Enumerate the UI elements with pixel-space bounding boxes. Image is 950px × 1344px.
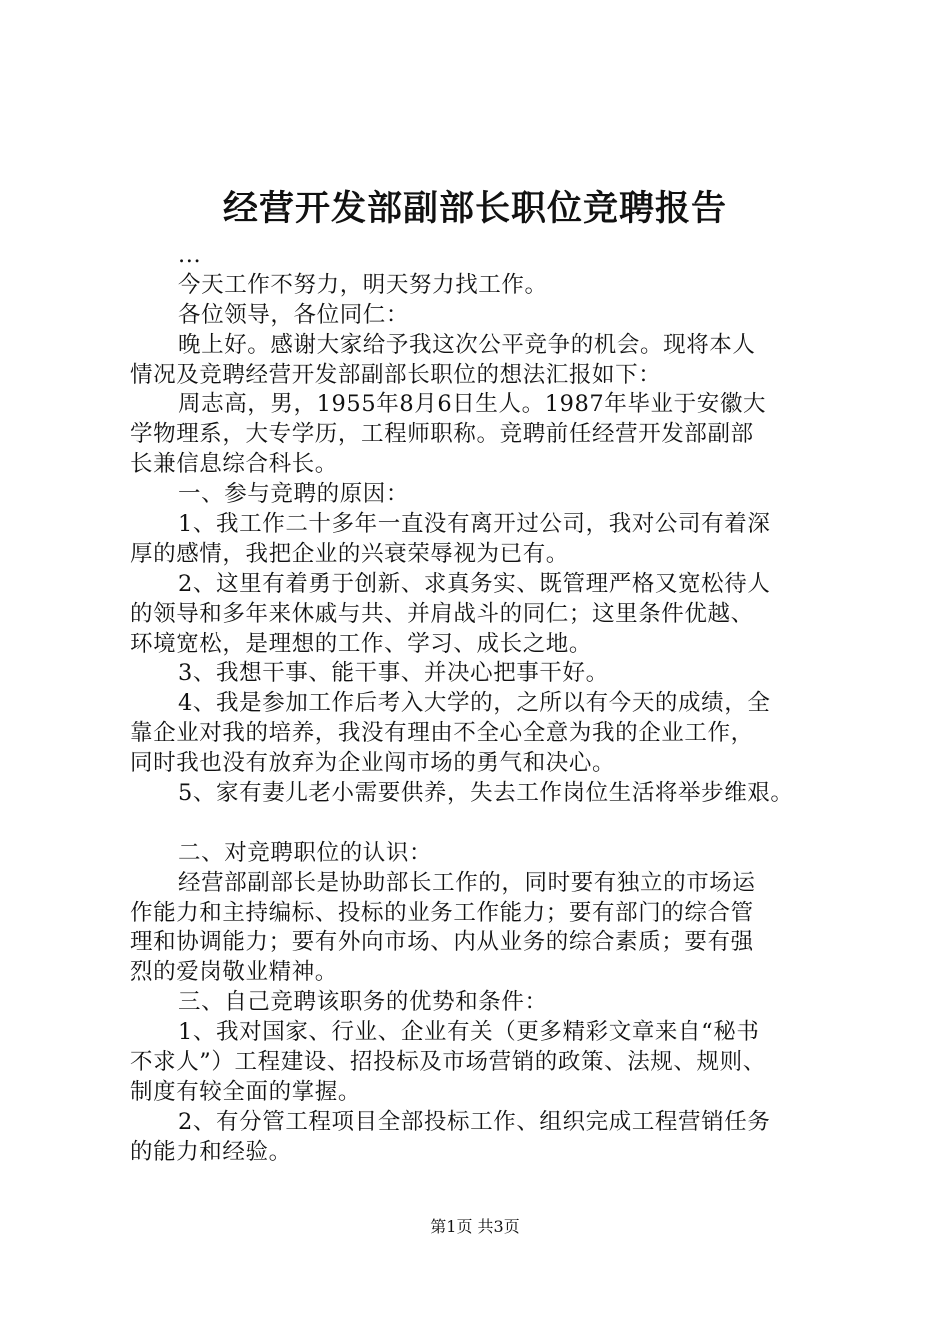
- text-line: 二、对竞聘职位的认识：: [178, 839, 433, 866]
- text-line: 环境宽松，是理想的工作、学习、成长之地。: [130, 630, 593, 657]
- text-line: 不求人”）工程建设、招投标及市场营销的政策、法规、规则、: [130, 1049, 766, 1076]
- text-line: 经营部副部长是协助部长工作的，同时要有独立的市场运: [178, 869, 756, 896]
- text-line: ...: [178, 242, 202, 268]
- text-line: 一、参与竞聘的原因：: [178, 481, 410, 508]
- text-line: 烈的爱岗敬业精神。: [130, 959, 338, 986]
- text-line: 1、我对国家、行业、企业有关（更多精彩文章来自“秘书: [178, 1019, 760, 1046]
- text-line: 作能力和主持编标、投标的业务工作能力；要有部门的综合管: [130, 899, 754, 926]
- text-line: 长兼信息综合科长。: [130, 451, 338, 478]
- text-line: 靠企业对我的培养，我没有理由不全心全意为我的企业工作，: [130, 720, 754, 747]
- text-line: 5、家有妻儿老小需要供养，失去工作岗位生活将举步维艰。: [178, 780, 794, 807]
- text-line: 同时我也没有放弃为企业闯市场的勇气和决心。: [130, 750, 616, 777]
- text-line: 3、我想干事、能干事、并决心把事干好。: [178, 660, 609, 687]
- text-line: 各位领导，各位同仁：: [178, 301, 410, 328]
- document-body: [130, 241, 850, 1168]
- text-line: 今天工作不努力，明天努力找工作。: [178, 271, 548, 298]
- text-line: 2、这里有着勇于创新、求真务实、既管理严格又宽松待人: [178, 570, 771, 597]
- text-line: 的领导和多年来休戚与共、并肩战斗的同仁；这里条件优越、: [130, 600, 754, 627]
- text-line: 三、自己竞聘该职务的优势和条件：: [178, 989, 548, 1016]
- text-line: 2、有分管工程项目全部投标工作、组织完成工程营销任务: [178, 1108, 771, 1135]
- text-line: 学物理系，大专学历，工程师职称。竞聘前任经营开发部副部: [130, 421, 754, 448]
- document-title: 经营开发部副部长职位竞聘报告: [222, 188, 727, 229]
- text-line: 晚上好。感谢大家给予我这次公平竞争的机会。现将本人: [178, 331, 756, 358]
- text-line: 4、我是参加工作后考入大学的，之所以有今天的成绩，全: [178, 690, 771, 717]
- text-line: 厚的感情，我把企业的兴衰荣辱视为已有。: [130, 540, 569, 567]
- text-line: 理和协调能力；要有外向市场、内从业务的综合素质；要有强: [130, 929, 754, 956]
- text-line: 1、我工作二十多年一直没有离开过公司，我对公司有着深: [178, 511, 771, 538]
- text-line: 制度有较全面的掌握。: [130, 1078, 362, 1105]
- text-line: 情况及竞聘经营开发部副部长职位的想法汇报如下：: [130, 361, 662, 388]
- text-line: 周志高，男，1955年8月6日生人。1987年毕业于安徽大: [178, 391, 767, 418]
- page-footer: 第1页 共3页: [430, 1217, 520, 1236]
- text-line: 的能力和经验。: [130, 1138, 292, 1165]
- blank-line: [130, 809, 850, 839]
